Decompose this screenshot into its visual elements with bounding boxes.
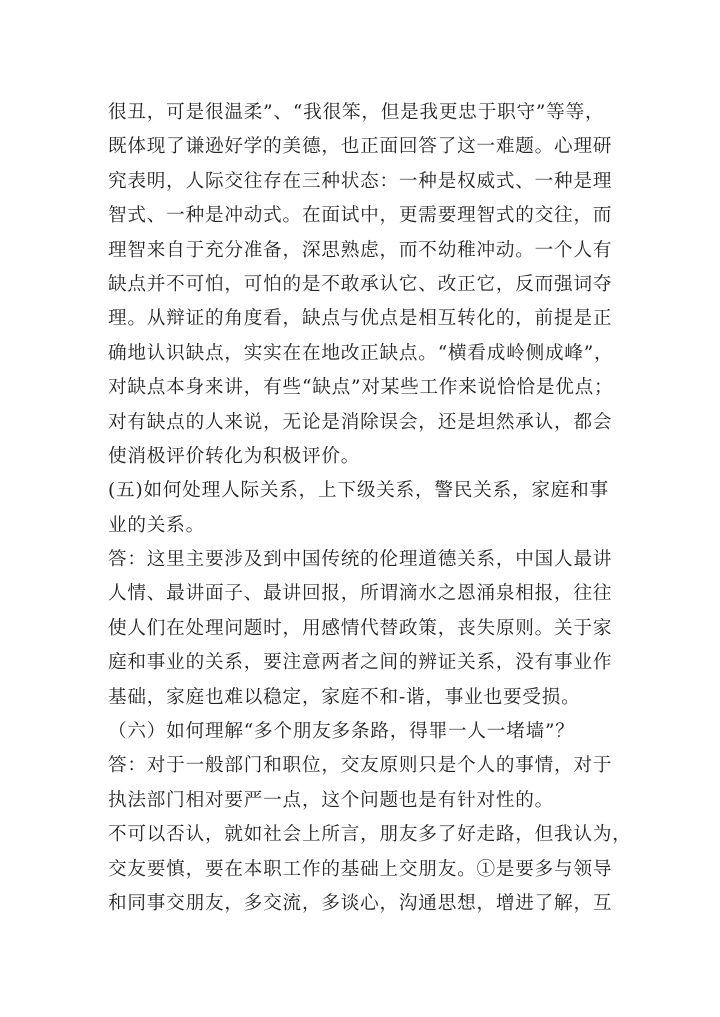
text-line: 缺点并不可怕，可怕的是不敢承认它、改正它，反而强词夺 xyxy=(108,273,613,295)
answer-line: 答：这里主要涉及到中国传统的伦理道德关系，中国人最讲 xyxy=(108,549,613,571)
text-line: 人情、最讲面子、最讲回报，所谓滴水之恩涌泉相报，往往 xyxy=(108,583,613,605)
text-line: 庭和事业的关系，要注意两者之间的辨证关系，没有事业作 xyxy=(108,652,613,674)
text-line: 不可以否认，就如社会上所言，朋友多了好走路，但我认为， xyxy=(108,824,632,846)
text-line: 基础，家庭也难以稳定，家庭不和-谐，事业也要受损。 xyxy=(108,686,581,708)
text-line: 交友要慎，要在本职工作的基础上交朋友。①是要多与领导 xyxy=(108,858,613,880)
text-line: 很丑，可是很温柔”、“我很笨，但是我更忠于职守”等等， xyxy=(108,102,605,123)
text-line: 使消极评价转化为积极评价。 xyxy=(108,445,361,467)
text-line: 理智来自于充分准备，深思熟虑，而不幼稚冲动。一个人有 xyxy=(108,239,613,261)
question-heading-5: (五)如何处理人际关系，上下级关系，警民关系，家庭和事 xyxy=(108,480,609,502)
text-line: 对缺点本身来讲，有些“缺点”对某些工作来说恰恰是优点； xyxy=(108,377,614,399)
text-line: 对有缺点的人来说，无论是消除误会，还是坦然承认，都会 xyxy=(108,411,613,433)
text-line: 智式、一种是冲动式。在面试中，更需要理智式的交往，而 xyxy=(108,205,613,227)
text-line: 确地认识缺点，实实在在地改正缺点。“横看成岭侧成峰”， xyxy=(108,342,614,364)
question-heading-5-cont: 业的关系。 xyxy=(108,514,205,536)
text-line: 理。从辩证的角度看，缺点与优点是相互转化的，前提是正 xyxy=(108,308,613,330)
answer-line: 答：对于一般部门和职位，交友原则只是个人的事情，对于 xyxy=(108,755,613,777)
document-body xyxy=(108,96,632,921)
text-line: 使人们在处理问题时，用感情代替政策，丧失原则。关于家 xyxy=(108,617,613,639)
text-line: 和同事交朋友，多交流，多谈心，沟通思想，增进了解，互 xyxy=(108,892,613,914)
text-line: 既体现了谦逊好学的美德，也正面回答了这一难题。心理研 xyxy=(108,136,613,158)
text-line: 究表明，人际交往存在三种状态：一种是权威式、一种是理 xyxy=(108,170,613,192)
text-line: 执法部门相对要严一点，这个问题也是有针对性的。 xyxy=(108,789,555,811)
question-heading-6: （六）如何理解“多个朋友多条路，得罪一人一堵墙”？ xyxy=(108,721,575,743)
